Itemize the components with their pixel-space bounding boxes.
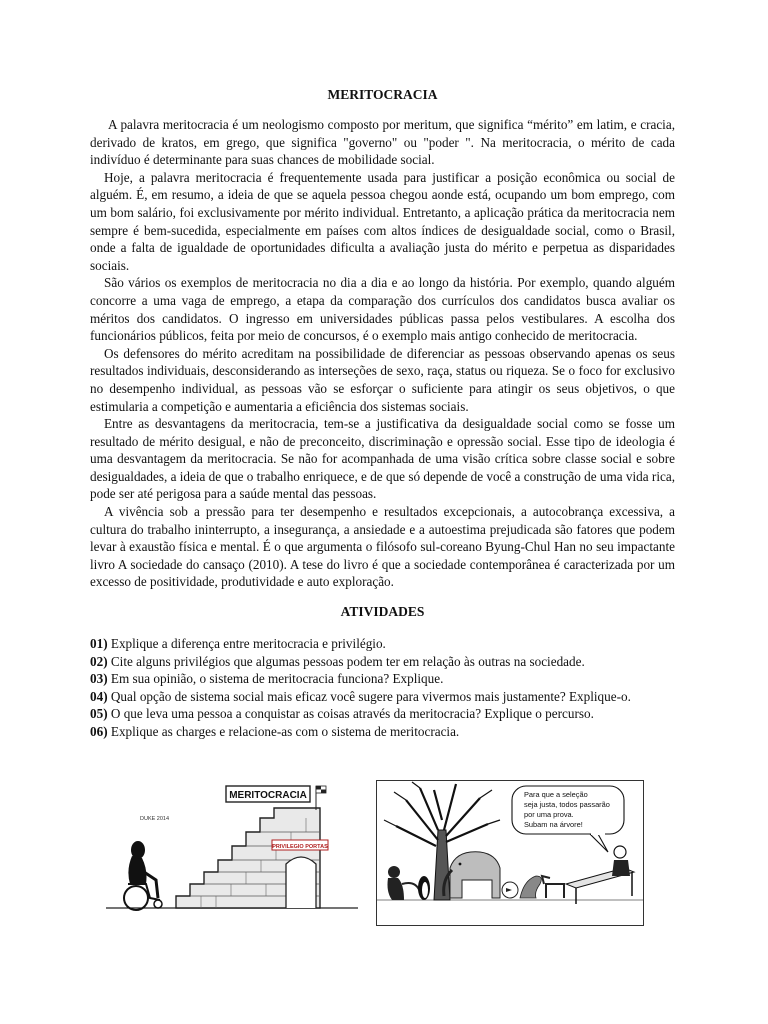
activities-title: ATIVIDADES xyxy=(340,604,425,620)
question-item xyxy=(90,635,675,653)
question-number: 03) xyxy=(90,671,108,687)
question-text: Explique as charges e relacione-as com o sistema de meritocracia. xyxy=(107,724,460,739)
question-item xyxy=(90,670,675,688)
cartoons-row xyxy=(106,780,646,926)
paragraph-examples: São vários os exemplos de meritocracia no dia a dia e ao longo da história. Por exemplo, quando alguém concorre a uma vaga de emprego, a etapa da comparação dos currículos dos candidatos busca avaliar os méritos dos candidatos. O ingresso em universidades públicas passa pelos vestibulares. A escolha dos funcionários públicos, feita por meio de concursos, é o exemplo mais antigo conhecido de meritocracia. xyxy=(90,275,675,344)
cartoonist-signature: DUKE 2014 xyxy=(140,816,170,822)
paragraph-defenders: Os defensores do mérito acreditam na possibilidade de diferenciar as pessoas observando apenas os seus resultados individuais, desconsiderando as interseções de sexo, raça, status ou riqueza. Se o foco for exclusivo no desempenho individual, as pessoas vão se esforçar o suficiente para atingir os seus objetivos, o que estimularia a competição e aumentaria a eficiência dos sistemas sociais. xyxy=(90,345,675,414)
meritocracy-sign-text: MERITOCRACIA xyxy=(229,790,307,801)
question-number: 04) xyxy=(90,688,108,704)
question-number: 02) xyxy=(90,653,108,669)
document-title: MERITOCRACIA xyxy=(327,87,438,102)
cartoon-meritocracy-stairs xyxy=(106,780,358,922)
question-item xyxy=(90,705,675,723)
paragraph-pressure: A vivência sob a pressão para ter desempenho e resultados excepcionais, a autocobrança excessiva, a cultura do trabalho ininterrupto, a insegurança, a ansiedade e a autoestima prejudicada são fatores que podem levar à exaustão física e mental. É o que argumenta o filósofo sul-coreano Byung-Chul Han no seu impactante livro A sociedade do cansaço (2010). A tese do livro é que a sociedade contemporânea é caracterizada por um excesso de positividade, produtividade e auto exploração. xyxy=(90,504,675,590)
question-text: Qual opção de sistema social mais eficaz você sugere para vivermos mais justamente? Explique-o. xyxy=(107,688,631,704)
speech-line: Para que a seleção xyxy=(524,790,588,799)
question-number: 06) xyxy=(90,724,108,739)
tree-test-cartoon-drawing xyxy=(376,780,644,926)
paragraph-intro: A palavra meritocracia é um neologismo composto por meritum, que significa “mérito” em latim, e cracia, derivado de kratos, em grego, que significa "governo" ou "poder ". Na meritocracia, o mérito de cada indivíduo é determinante para suas chances de mobilidade social. xyxy=(90,117,675,168)
question-item xyxy=(90,653,675,671)
speech-line: por uma prova. xyxy=(524,810,574,819)
question-item xyxy=(90,688,675,706)
question-number: 05) xyxy=(90,706,108,722)
paragraph-disadvantages: Entre as desvantagens da meritocracia, tem-se a justificativa da desigualdade social como se fosse um resultado de mérito desigual, e não de preconceito, discriminação e opressão social. Esse tipo de ideologia é uma desvantagem da meritocracia. Se não for acompanhada de uma visão crítica sobre classe social e sobre desigualdades, a ideia de que o trabalho enriquece, e de que só depende de você a construção de uma vida rica, pode ser até perigosa para a saúde mental das pessoas. xyxy=(90,416,675,502)
paragraph-usage: Hoje, a palavra meritocracia é frequentemente usada para justificar a posição econômica ou social de alguém. É, em resumo, a ideia de que se aquela pessoa chegou aonde está, ocupando um bom emprego, com um bom salário, foi exclusivamente por mérito individual. Entretanto, a aplicação prática da meritocracia nem sempre é bem-sucedida, especialmente em países com altos índices de desigualdade social, como o Brasil, onde a falta de igualdade de oportunidades dificulta a avaliação justa do mérito e perpetua as disparidades sociais. xyxy=(90,169,675,273)
speech-line: seja justa, todos passarão xyxy=(524,800,610,809)
privilege-banner-text: PRIVILEGIO PORTAS xyxy=(272,844,328,850)
question-text: Cite alguns privilégios que algumas pessoas podem ter em relação às outras na sociedade. xyxy=(107,653,585,669)
question-text: O que leva uma pessoa a conquistar as coisas através da meritocracia? Explique o percurso. xyxy=(107,706,594,722)
question-item xyxy=(90,723,675,741)
question-text: Explique a diferença entre meritocracia e privilégio. xyxy=(107,636,386,652)
question-number: 01) xyxy=(90,636,108,652)
question-text: Em sua opinião, o sistema de meritocracia funciona? Explique. xyxy=(107,671,444,687)
cartoon-climb-the-tree xyxy=(376,780,644,926)
questions-list xyxy=(90,635,675,741)
speech-line: Subam na árvore! xyxy=(524,820,583,829)
stairs-cartoon-drawing xyxy=(106,780,358,922)
document-page xyxy=(90,86,675,741)
